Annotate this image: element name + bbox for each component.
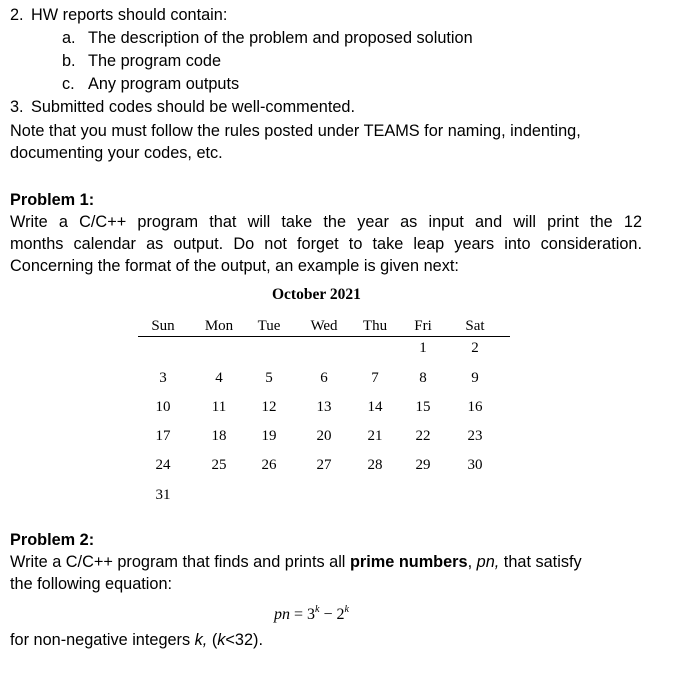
subitem-letter: b. <box>62 52 76 70</box>
problem-1-section <box>10 189 642 277</box>
calendar-day-header: Tue <box>257 318 281 334</box>
calendar-date-cell: 25 <box>211 457 227 473</box>
item-number: 3. <box>10 98 24 116</box>
calendar-date-cell: 6 <box>320 370 328 386</box>
pn-variable: pn, <box>476 553 500 571</box>
calendar-date-cell: 12 <box>261 399 277 415</box>
calendar-date-cell: 19 <box>261 428 277 444</box>
problem-2-text: Write a C/C++ program that finds and prints all <box>10 553 350 571</box>
problem-1-line: Concerning the format of the output, an example is given next: <box>10 257 459 275</box>
subitem-text: Any program outputs <box>88 75 240 93</box>
subitem-text: The program code <box>88 52 222 70</box>
problem-2-line <box>10 551 670 573</box>
calendar-date-cell: 2 <box>471 340 479 356</box>
k-variable: k <box>217 631 226 649</box>
constraint-text: for non-negative integers <box>10 631 195 649</box>
calendar-date-cell: 5 <box>265 370 273 386</box>
calendar-date-cell: 20 <box>316 428 332 444</box>
calendar-date-cell: 17 <box>155 428 171 444</box>
calendar-date-cell: 31 <box>155 487 171 503</box>
calendar-date-cell: 3 <box>159 370 167 386</box>
problem-1-line: Write a C/C++ program that will take the year as input and will print the 12 <box>10 213 642 231</box>
item-text: HW reports should contain: <box>31 6 228 24</box>
subitem-letter: a. <box>62 29 76 47</box>
calendar-date-cell: 29 <box>415 457 431 473</box>
calendar-day-header: Mon <box>204 318 234 334</box>
calendar-day-header: Sun <box>151 318 175 334</box>
equation <box>274 599 349 626</box>
calendar-date-cell: 4 <box>215 370 223 386</box>
comma-text: , <box>467 553 477 571</box>
requirement-subitem-c <box>10 73 670 96</box>
calendar-date-cell: 10 <box>155 399 171 415</box>
note-line: Note that you must follow the rules posted under TEAMS for naming, indenting, <box>10 122 581 140</box>
calendar-day-header: Wed <box>310 318 338 334</box>
calendar-date-cell: 30 <box>467 457 483 473</box>
prime-numbers-term: prime numbers <box>349 553 468 571</box>
constraint-text: ( <box>207 631 218 649</box>
calendar-date-cell: 28 <box>367 457 383 473</box>
calendar-date-cell: 26 <box>261 457 277 473</box>
subitem-text: The description of the problem and proposed solution <box>88 29 473 47</box>
equation-exponent: k <box>315 604 320 615</box>
calendar-date-cell: 22 <box>415 428 431 444</box>
calendar-date-cell: 23 <box>467 428 483 444</box>
requirement-subitem-b <box>10 50 670 73</box>
calendar-date-cell: 24 <box>155 457 171 473</box>
problem-2-heading: Problem 2: <box>10 531 95 549</box>
equation-exponent: k <box>344 604 349 615</box>
requirements-section <box>10 4 670 164</box>
calendar-date-cell: 8 <box>419 370 427 386</box>
calendar-date-cell: 13 <box>316 399 332 415</box>
item-number: 2. <box>10 6 24 24</box>
calendar-date-cell: 1 <box>419 340 427 356</box>
calendar-date-cell: 18 <box>211 428 227 444</box>
requirement-subitem-a <box>10 27 670 50</box>
calendar-date-cell: 9 <box>471 370 479 386</box>
problem-1-line: months calendar as output. Do not forget to take leap years into consideration. <box>10 235 642 253</box>
constraint-text: <32). <box>225 631 263 649</box>
calendar-date-cell: 27 <box>316 457 332 473</box>
problem-1-heading: Problem 1: <box>10 191 95 209</box>
equation-base-3: = 3 <box>290 606 316 623</box>
problem-2-section <box>10 529 670 595</box>
calendar-date-cell: 21 <box>367 428 383 444</box>
item-text: Submitted codes should be well-commented. <box>31 98 355 116</box>
note-line: documenting your codes, etc. <box>10 144 223 162</box>
requirement-item-3 <box>10 96 670 119</box>
subitem-letter: c. <box>62 75 75 93</box>
equation-lhs: pn <box>274 606 290 623</box>
teams-note <box>10 120 670 164</box>
equation-base-2: − 2 <box>319 606 345 623</box>
calendar-day-header: Sat <box>465 318 485 334</box>
calendar-date-cell: 7 <box>371 370 379 386</box>
calendar-title: October 2021 <box>272 286 361 303</box>
problem-2-text: that satisfy <box>499 553 582 571</box>
calendar-date-cell: 11 <box>211 399 227 415</box>
calendar-day-header: Thu <box>362 318 388 334</box>
calendar-day-header: Fri <box>414 318 432 334</box>
requirement-item-2 <box>10 4 670 27</box>
calendar-date-cell: 14 <box>367 399 383 415</box>
calendar-date-cell: 16 <box>467 399 483 415</box>
constraint-line <box>10 629 263 651</box>
k-variable: k, <box>194 631 208 649</box>
problem-2-line: the following equation: <box>10 575 173 593</box>
calendar-date-cell: 15 <box>415 399 431 415</box>
